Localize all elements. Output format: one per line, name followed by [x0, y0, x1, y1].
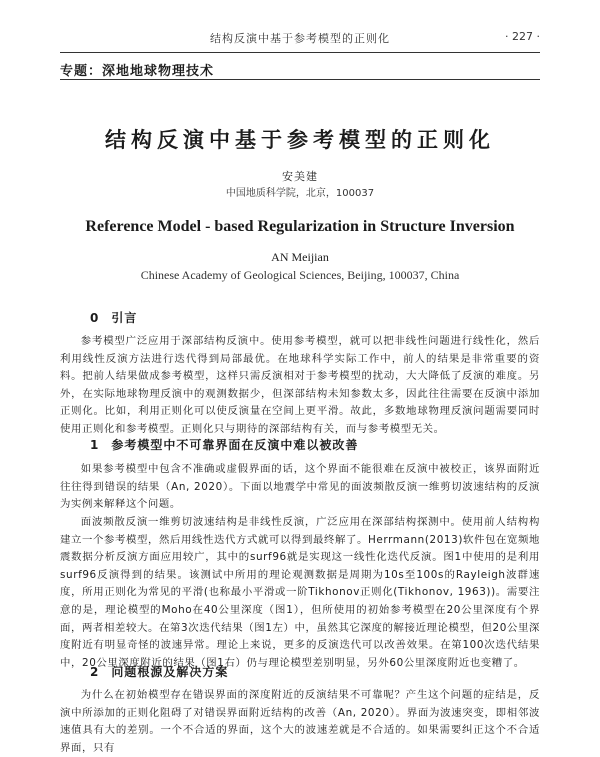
header-rule [60, 52, 540, 53]
title-zh: 结构反演中基于参考模型的正则化 [105, 127, 495, 152]
paragraph: 如果参考模型中包含不准确或虚假界面的话，这个界面不能很难在反演中被校正，该界面附近往往得到错误的结果（An, 2020）。下面以地震学中常见的面波频散反演一维剪切波速结构的反演为实例来解释这个问题。 [60, 463, 540, 511]
author-zh: 安美建 [282, 170, 318, 183]
paragraph: 参考模型广泛应用于深部结构反演中。使用参考模型，就可以把非线性问题进行线性化，然后利用线性反演方法进行迭代得到局部最优。在地球科学实际工作中，前人的结果是非常重要的资料。把前人结果做成参考模型，这样只需反演相对于参考模型的扰动，大大降低了反演的难度。另外，在实际地球物理反演中的观测数据少，但深部结构未知参数太多，因此往往需要在反演中添加正则化。比如，利用正则化可以使反演量在空间上更平滑。故此，多数地球物理反演问题需要同时使用正则化和参考模型。正则化只与期待的深部结构有关，而与参考模型无关。 [60, 335, 540, 435]
paragraph: 为什么在初始模型存在错误界面的深度附近的反演结果不可靠呢？产生这个问题的症结是，反演中所添加的正则化阻碍了对错误界面附近结构的改善（An, 2020）。界面为波速突变，即相邻波速值具有大的差别。一个不合适的界面，这个大的波速差就是不合适的。如果需要纠正这个不合适界面，只有 [60, 689, 540, 754]
paragraph: 面波频散反演一维剪切波速结构是非线性反演，广泛应用在深部结构探测中。使用前人结构构建立一个参考模型，然后用线性迭代方式就可以得到最终解了。Herrmann(2013)软件包在宽频地震数据分析反演方面应用较广，其中的surf96就是实现这一线性化迭代反演。图1中使用的是利用surf96反演得到的结果。该测试中所用的理论观测数据是周期为10s至100s的Rayleigh波群速度，所用正则化为常见的平滑(也称最小平滑或一阶Tikhonov正则化(Tikhonov, 1963))。需要注意的是，理论模型的Moho在40公里深度（图1），但所使用的初始参考模型在20公里深度有个界面，两者相差较大。在第3次迭代结果（图1左）中，虽然其它深度的解接近理论模型，但20公里深度附近有明显奇怪的波速异常。理论上来说，更多的反演迭代可以改善效果。在第100次迭代结果中，20公里深度附近的结果（图1右）仍与理论模型差别明显，另外60公里深度附近也变糟了。 [60, 516, 540, 669]
column-label: 专题：深地地球物理技术 [60, 64, 215, 79]
column-rule [60, 79, 540, 80]
section-number: 0 [90, 311, 100, 325]
section-heading-root-cause [90, 663, 228, 680]
page-number: · 227 · [505, 30, 540, 43]
title-en: Reference Model - based Regularization in Structure Inversion [85, 218, 515, 235]
affiliation-en: Chinese Academy of Geological Sciences, Beijing, 100037, China [140, 268, 460, 282]
affiliation-zh: 中国地质科学院，北京，100037 [225, 188, 375, 199]
running-head [60, 30, 540, 48]
section-number: 1 [90, 438, 100, 452]
author-en: AN Meijian [271, 250, 329, 264]
section-heading-unreliable-interface [90, 436, 358, 453]
section-heading-introduction [90, 309, 137, 326]
running-title: 结构反演中基于参考模型的正则化 [210, 32, 390, 45]
section-title: 引言 [111, 311, 138, 325]
section-number: 2 [90, 665, 100, 679]
section-title: 问题根源及解决方案 [111, 665, 229, 679]
section-title: 参考模型中不可靠界面在反演中难以被改善 [111, 438, 359, 452]
